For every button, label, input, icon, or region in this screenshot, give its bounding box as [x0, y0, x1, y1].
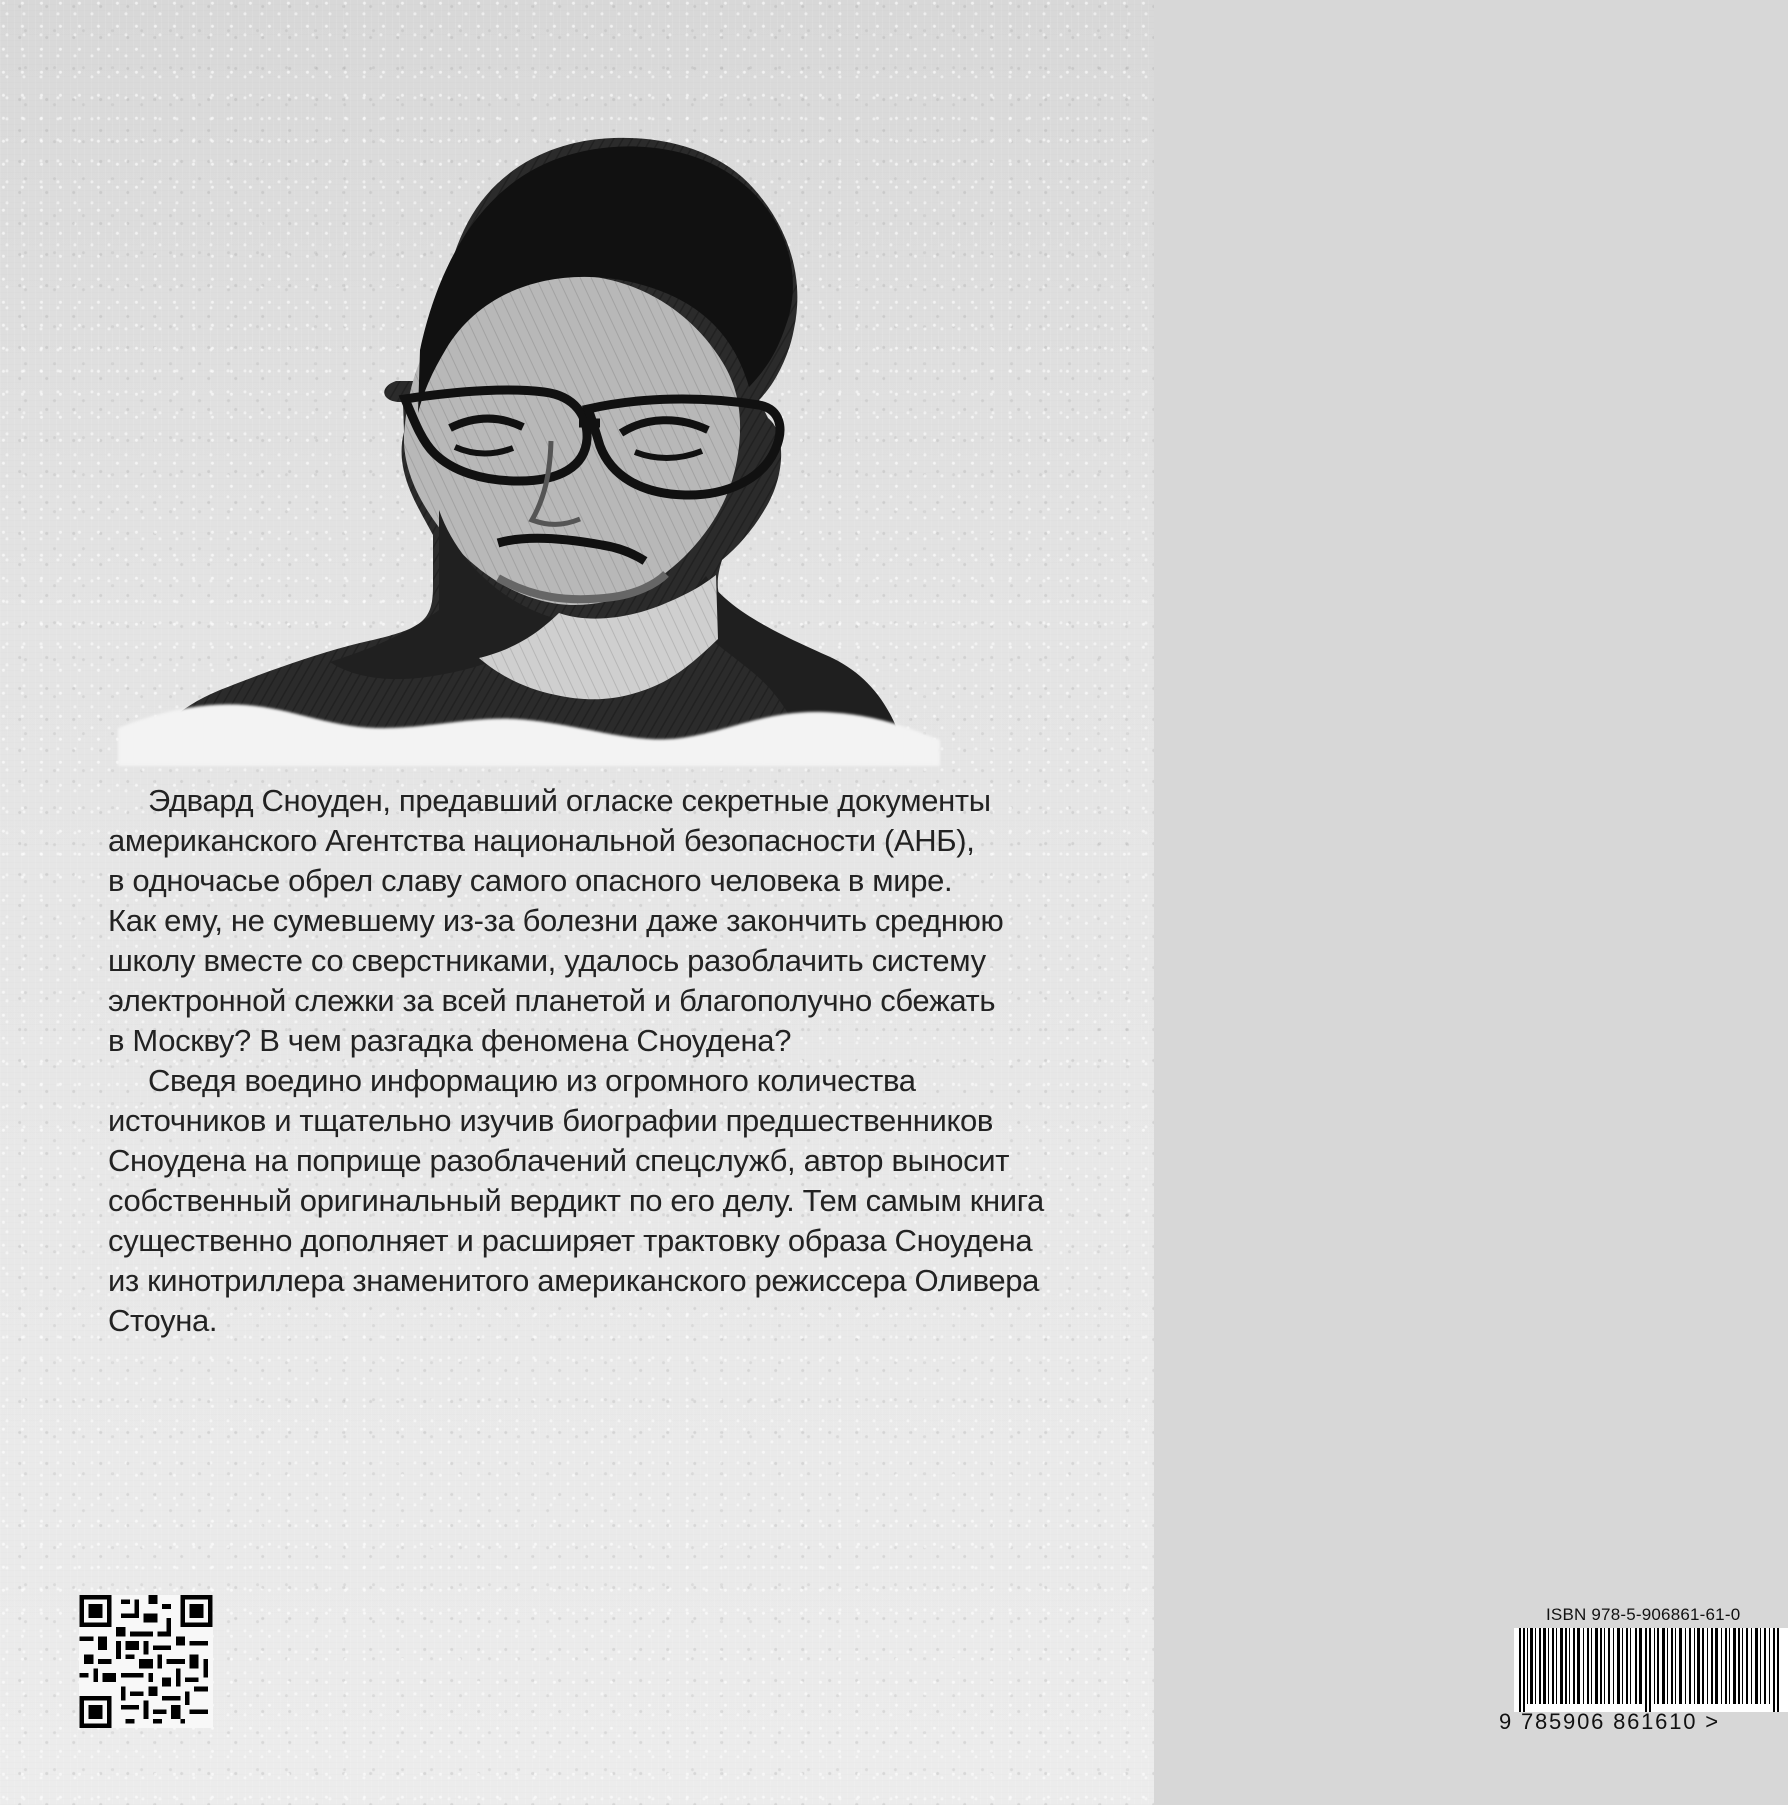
description-line: Сноудена на поприще разоблачений спецслужб, автор выносит	[108, 1143, 1010, 1178]
description-line: электронной слежки за всей планетой и благополучно сбежать	[108, 983, 996, 1018]
description-line: школу вместе со сверстниками, удалось разоблачить систему	[108, 943, 986, 978]
description-line: Сведя воедино информацию из огромного количества	[148, 1063, 916, 1098]
description-line: Стоуна.	[108, 1303, 218, 1338]
description-line: из кинотриллера знаменитого американского режиссера Оливера	[108, 1263, 1040, 1298]
description-line: в одночасье обрел славу самого опасного человека в мире.	[108, 863, 953, 898]
description-line: Как ему, не сумевшему из-за болезни даже закончить среднюю	[108, 903, 1004, 938]
portrait-drawing	[118, 116, 940, 766]
isbn-label: ISBN 978-5-906861-61-0	[1546, 1605, 1741, 1624]
barcode-number: 9 785906 861610 >	[1499, 1709, 1720, 1734]
portrait-illustration	[118, 116, 940, 766]
barcode-bars	[1514, 1628, 1788, 1712]
description-line: источников и тщательно изучив биографии предшественников	[108, 1103, 994, 1138]
description-line: американского Агентства национальной безопасности (АНБ),	[108, 823, 975, 858]
isbn-barcode	[760, 1605, 1741, 1739]
book-description	[108, 781, 1044, 1341]
description-line: существенно дополняет и расширяет трактовку образа Сноудена	[108, 1223, 1033, 1258]
description-line: собственный оригинальный вердикт по его делу. Тем самым книга	[108, 1183, 1044, 1218]
qr-code-icon	[79, 1595, 213, 1728]
description-line: в Москву? В чем разгадка феномена Сноудена?	[108, 1023, 792, 1058]
description-line: Эдвард Сноуден, предавший огласке секретные документы	[148, 783, 991, 818]
